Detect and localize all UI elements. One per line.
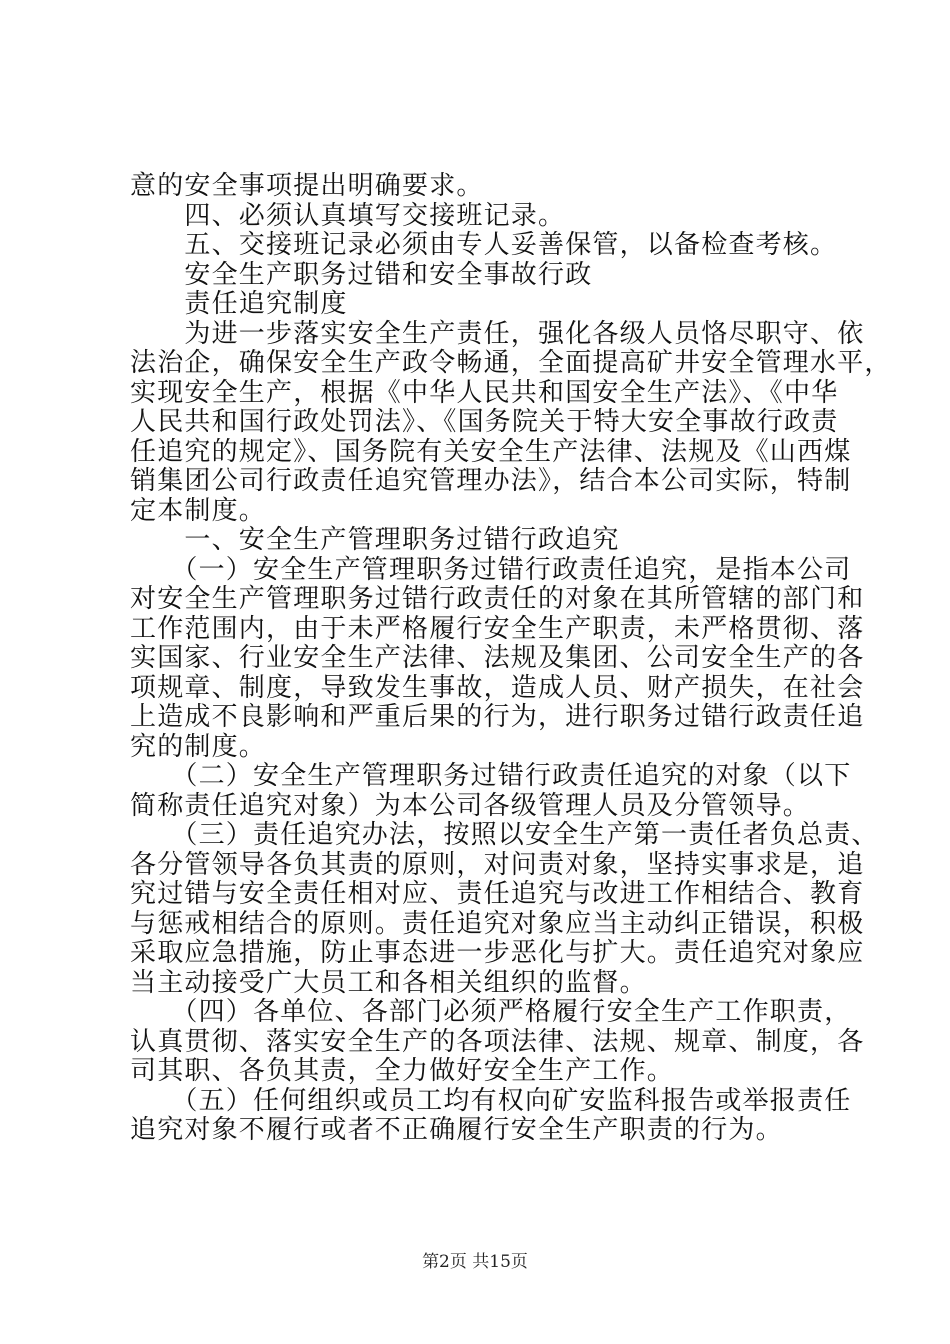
text-line: 为进一步落实安全生产责任，强化各级人员恪尽职守、依 — [130, 318, 865, 349]
text-line: （二）安全生产管理职务过错行政责任追究的对象（以下 — [130, 761, 852, 791]
text-line: 简称责任追究对象）为本公司各级管理人员及分管领导。 — [130, 790, 811, 821]
text-line: 实现安全生产，根据《中华人民共和国安全生产法》、《中华 — [130, 377, 839, 408]
text-line: 五、交接班记录必须由专人妥善保管，以备检查考核。 — [130, 230, 838, 260]
section-title-line: 安全生产职务过错和安全事故行政 — [130, 259, 593, 290]
text-line: （三）责任追究办法，按照以安全生产第一责任者负总责、 — [130, 820, 879, 850]
section-title-line: 责任追究制度 — [130, 289, 348, 319]
text-line: 销集团公司行政责任追究管理办法》，结合本公司实际，特制 — [130, 466, 852, 496]
text-line: 对安全生产管理职务过错行政责任的对象在其所管辖的部门和 — [130, 584, 865, 614]
text-line: 项规章、制度，导致发生事故，造成人员、财产损失，在社会 — [130, 672, 865, 703]
text-line: （四）各单位、各部门必须严格履行安全生产工作职责， — [130, 997, 852, 1027]
text-line: 意的安全事项提出明确要求。 — [130, 171, 484, 201]
document-body — [130, 171, 892, 1146]
text-line: 采取应急措施，防止事态进一步恶化与扩大。责任追究对象应 — [130, 938, 865, 968]
text-line: 定本制度。 — [130, 495, 267, 526]
text-line: 当主动接受广大员工和各相关组织的监督。 — [130, 967, 647, 998]
text-line: 司其职、各负其责，全力做好安全生产工作。 — [130, 1056, 675, 1086]
page-footer — [0, 1247, 950, 1272]
text-line: 究的制度。 — [130, 731, 267, 762]
text-line: 人民共和国行政处罚法》、《国务院关于特大安全事故行政责 — [130, 407, 839, 437]
text-line: 任追究的规定》、国务院有关安全生产法律、法规及《山西煤 — [130, 436, 852, 467]
text-line: 上造成不良影响和严重后果的行为，进行职务过错行政责任追 — [130, 702, 865, 732]
page-number: 第2页 共15页 — [422, 1252, 528, 1272]
text-line: 追究对象不履行或者不正确履行安全生产职责的行为。 — [130, 1115, 783, 1145]
text-line: 四、必须认真填写交接班记录。 — [130, 200, 566, 231]
text-line: 实国家、行业安全生产法律、法规及集团、公司安全生产的各 — [130, 643, 865, 673]
text-line: 究过错与安全责任相对应、责任追究与改进工作相结合、教育 — [130, 879, 865, 909]
text-line: 一、安全生产管理职务过错行政追究 — [130, 525, 620, 555]
text-line: 各分管领导各负其责的原则，对问责对象，坚持实事求是，追 — [130, 849, 865, 880]
text-line: 工作范围内，由于未严格履行安全生产职责，未严格贯彻、落 — [130, 613, 865, 644]
text-line: （五）任何组织或员工均有权向矿安监科报告或举报责任 — [130, 1085, 852, 1116]
text-line: 法治企，确保安全生产政令畅通，全面提高矿井安全管理水平， — [130, 348, 892, 378]
text-line: 认真贯彻、落实安全生产的各项法律、法规、规章、制度，各 — [130, 1026, 865, 1057]
text-line: （一）安全生产管理职务过错行政责任追究，是指本公司 — [130, 554, 852, 585]
text-line: 与惩戒相结合的原则。责任追究对象应当主动纠正错误，积极 — [130, 908, 865, 939]
